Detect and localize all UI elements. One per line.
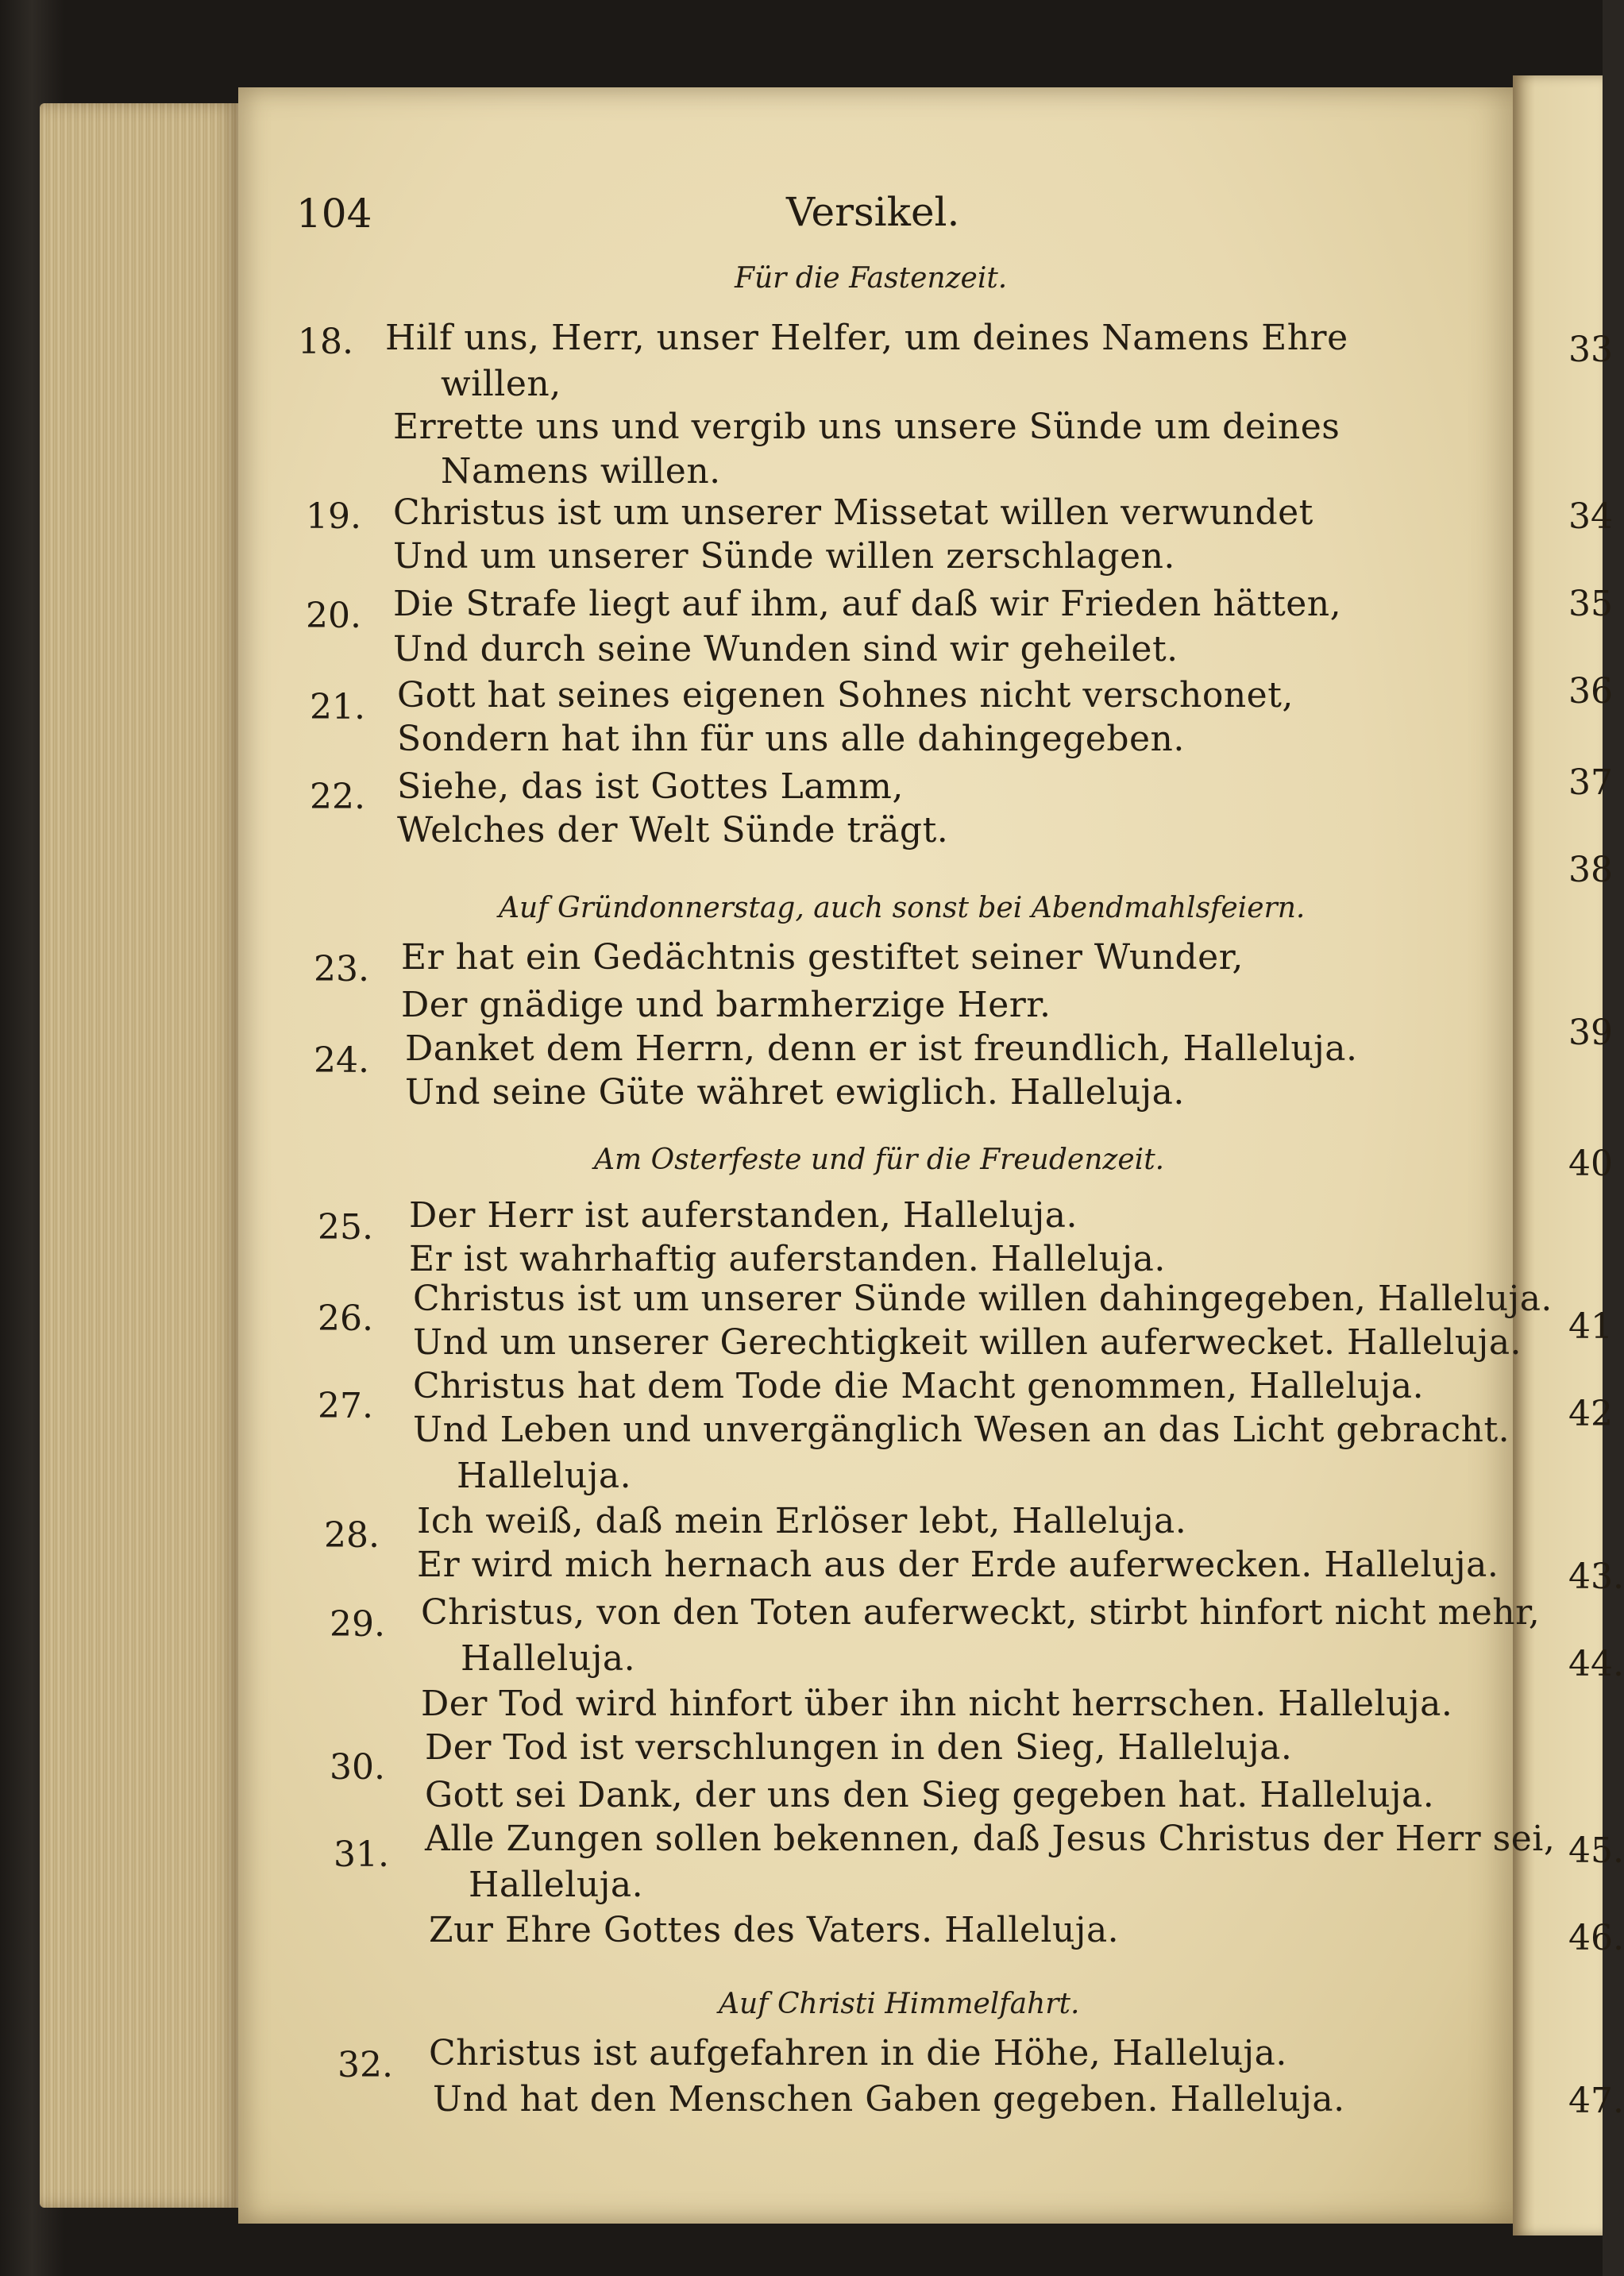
right-page-number: 41	[1568, 1306, 1613, 1347]
verse-number: 19.	[306, 496, 361, 537]
verse-number: 21.	[310, 687, 365, 727]
verse-line: Und hat den Menschen Gaben gegeben. Halleluja.	[433, 2079, 1345, 2120]
right-page-number: 37	[1568, 762, 1613, 803]
verse-line: Gott sei Dank, der uns den Sieg gegeben hat. Halleluja.	[425, 1775, 1435, 1815]
section-heading: Für die Fastenzeit.	[735, 262, 1008, 295]
verse-line: Sondern hat ihn für uns alle dahingegeben.	[397, 719, 1185, 759]
verse-line: Halleluja.	[469, 1865, 644, 1905]
right-page-number: 38	[1568, 850, 1613, 890]
page-number: 104	[296, 191, 372, 237]
right-page-number: 35	[1568, 584, 1613, 624]
verse-number: 23.	[314, 949, 369, 989]
verse-line: Und Leben und unvergänglich Wesen an das Licht gebracht.	[413, 1410, 1510, 1450]
verse-line: Siehe, das ist Gottes Lamm,	[397, 766, 904, 807]
verse-line: Zur Ehre Gottes des Vaters. Halleluja.	[429, 1910, 1120, 1950]
right-page-number: 36	[1568, 671, 1613, 712]
verse-line: Der Tod ist verschlungen in den Sieg, Halleluja.	[425, 1727, 1293, 1768]
verse-line: Der gnädige und barmherzige Herr.	[401, 985, 1051, 1025]
verse-line: Christus ist um unserer Missetat willen verwundet	[393, 492, 1313, 533]
right-page-edge	[1513, 75, 1624, 2235]
verse-line: Halleluja.	[457, 1456, 632, 1496]
verse-line: Christus ist aufgefahren in die Höhe, Halleluja.	[429, 2033, 1287, 2073]
verse-line: Christus, von den Toten auferweckt, stirbt hinfort nicht mehr,	[421, 1592, 1541, 1633]
verse-line: Ich weiß, daß mein Erlöser lebt, Halleluja.	[417, 1501, 1187, 1541]
page-title: Versikel.	[786, 189, 960, 235]
verse-line: Gott hat seines eigenen Sohnes nicht verschonet,	[397, 675, 1294, 716]
page-edges	[40, 103, 238, 2208]
verse-number: 31.	[334, 1834, 389, 1875]
right-page-number: 44.	[1568, 1644, 1624, 1684]
section-heading: Am Osterfeste und für die Freudenzeit.	[594, 1144, 1165, 1176]
verse-line: Alle Zungen sollen bekennen, daß Jesus Christus der Herr sei,	[425, 1819, 1556, 1859]
verse-line: Und um unserer Sünde willen zerschlagen.	[393, 536, 1175, 577]
verse-number: 20.	[306, 596, 361, 636]
verse-number: 29.	[330, 1604, 385, 1645]
verse-line: Er wird mich hernach aus der Erde auferwecken. Halleluja.	[417, 1545, 1499, 1585]
verse-number: 32.	[338, 2045, 393, 2085]
verse-number: 27.	[318, 1386, 373, 1426]
right-page-number: 43.	[1568, 1557, 1624, 1597]
verse-line: willen,	[441, 364, 561, 404]
right-page-number: 45.	[1568, 1830, 1624, 1871]
verse-number: 28.	[324, 1515, 380, 1556]
section-heading: Auf Gründonnerstag, auch sonst bei Abendmahlsfeiern.	[499, 892, 1306, 924]
verse-line: Namens willen.	[441, 451, 721, 492]
verse-line: Er ist wahrhaftig auferstanden. Halleluja.	[409, 1239, 1166, 1279]
right-page-number: 40	[1568, 1144, 1613, 1184]
right-page-number: 34	[1568, 496, 1613, 537]
verse-line: Und seine Güte währet ewiglich. Halleluja.	[405, 1072, 1185, 1113]
verse-line: Und um unserer Gerechtigkeit willen auferwecket. Halleluja.	[413, 1322, 1522, 1363]
right-page-number: 42	[1568, 1394, 1613, 1434]
verse-number: 22.	[310, 777, 365, 817]
verse-line: Welches der Welt Sünde trägt.	[397, 810, 949, 851]
verse-number: 30.	[330, 1747, 385, 1788]
verse-number: 24.	[314, 1040, 369, 1081]
verse-line: Christus ist um unserer Sünde willen dahingegeben, Halleluja.	[413, 1279, 1553, 1319]
right-page-number: 47.	[1568, 2081, 1624, 2121]
verse-line: Halleluja.	[461, 1638, 636, 1679]
verse-number: 26.	[318, 1298, 373, 1339]
verse-line: Die Strafe liegt auf ihm, auf daß wir Frieden hätten,	[393, 584, 1342, 624]
verse-line: Er hat ein Gedächtnis gestiftet seiner Wunder,	[401, 937, 1244, 978]
right-page-number: 33	[1568, 330, 1613, 370]
right-page-number: 39	[1568, 1013, 1613, 1053]
verse-line: Hilf uns, Herr, unser Helfer, um deines Namens Ehre	[385, 318, 1348, 358]
section-heading: Auf Christi Himmelfahrt.	[719, 1988, 1080, 2020]
verse-number: 18.	[298, 322, 353, 362]
verse-line: Und durch seine Wunden sind wir geheilet.	[393, 629, 1178, 669]
right-page-number: 46.	[1568, 1918, 1624, 1958]
verse-line: Errette uns und vergib uns unsere Sünde um deines	[393, 407, 1340, 447]
verse-line: Christus hat dem Tode die Macht genommen, Halleluja.	[413, 1366, 1425, 1406]
verse-line: Danket dem Herrn, denn er ist freundlich, Halleluja.	[405, 1028, 1358, 1069]
verse-line: Der Tod wird hinfort über ihn nicht herrschen. Halleluja.	[421, 1684, 1453, 1724]
verse-line: Der Herr ist auferstanden, Halleluja.	[409, 1195, 1078, 1236]
verse-number: 25.	[318, 1207, 373, 1248]
